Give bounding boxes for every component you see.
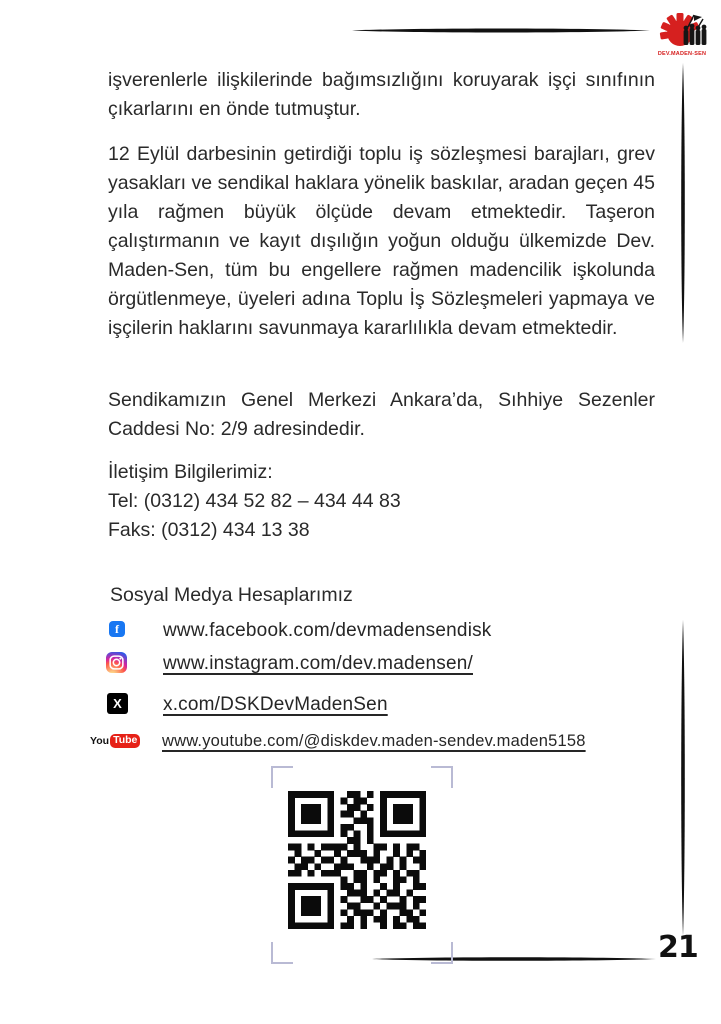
right-rule-bottom [680,620,686,936]
social-link-instagram[interactable]: www.instagram.com/dev.madensen/ [163,653,473,674]
paragraph-1: işverenlerle ilişkilerinde bağımsızlığını koruyarak işçi sınıfının çıkarlarını en önde tutmuştur. [108,69,655,120]
social-heading: Sosyal Medya Hesaplarımız [110,584,353,606]
social-link-facebook[interactable]: www.facebook.com/devmadensendisk [163,620,492,641]
x-icon[interactable] [107,693,128,714]
qr-code [288,791,426,929]
facebook-icon[interactable] [109,621,125,637]
youtube-tube-label: Tube [110,734,140,748]
facebook-glyph: f [115,621,119,636]
qr-corner-bottom-left [271,942,293,964]
gear-workers-icon [650,7,714,47]
page-number: 21 [658,930,698,965]
qr-corner-top-left [271,766,293,788]
union-logo [649,7,715,57]
youtube-you-label: You [90,735,110,747]
x-glyph: X [113,696,122,711]
paragraph-2: 12 Eylül darbesinin getirdiği toplu iş sözleşmesi barajları, grev yasakları ve sendikal haklara yönelik baskılar, aradan geçen 45 yıla rağmen büyük ölçüde devam etmektedir. Taşeron çalıştırmanın ve kayıt dışılığın yoğun olduğu ülkemizde Dev. Maden-Sen, tüm bu engellere rağmen madencilik işkolunda örgütlenmeye, üyeleri adına Toplu İş Sözleşmeleri yapmaya ve işçilerin haklarını savunmaya kararlılıkla devam etmektedir. [108,143,655,339]
instagram-camera-glyph [108,654,125,671]
contact-heading: İletişim Bilgilerimiz: [108,461,273,483]
contact-fax: Faks: (0312) 434 13 38 [108,519,310,541]
contact-block [108,458,655,545]
social-link-youtube[interactable]: www.youtube.com/@diskdev.maden-sendev.maden5158 [162,732,586,750]
bottom-rule [372,956,656,962]
social-link-x[interactable]: x.com/DSKDevMadenSen [163,694,388,715]
top-rule [352,27,650,34]
instagram-icon[interactable] [106,652,127,673]
qr-corner-top-right [431,766,453,788]
contact-tel: Tel: (0312) 434 52 82 – 434 44 83 [108,490,401,512]
qr-corner-bottom-right [431,942,453,964]
right-rule-top [680,63,686,343]
union-logo-label: DEV.MADEN-SEN [657,51,707,57]
youtube-icon[interactable] [90,733,140,749]
paragraph-3: Sendikamızın Genel Merkezi Ankara’da, Sıhhiye Sezenler Caddesi No: 2/9 adresindedir. [108,389,655,440]
